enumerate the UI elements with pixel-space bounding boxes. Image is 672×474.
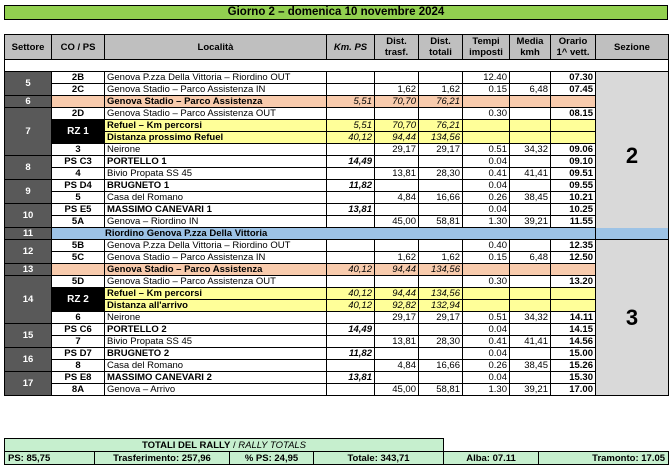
dist-tot-cell: 76,21 <box>419 96 463 108</box>
tempi-cell: 0.15 <box>463 252 510 264</box>
orario-cell: 07.45 <box>551 84 596 96</box>
totals-title-italic: RALLY TOTALS <box>238 439 307 451</box>
sezione-3-cell: 3 <box>596 240 669 396</box>
km-ps-cell <box>327 168 375 180</box>
header-localita: Località <box>105 35 327 60</box>
km-ps-cell: 5,51 <box>327 96 375 108</box>
orario-cell <box>551 264 596 276</box>
localita-cell: Bivio Propata SS 45 <box>105 168 327 180</box>
settore-cell: 7 <box>5 108 52 156</box>
orario-cell: 11.55 <box>551 216 596 228</box>
localita-cell: Genova Stadio – Parco Assistenza OUT <box>105 276 327 288</box>
localita-cell: Distanza prossimo Refuel <box>105 132 327 144</box>
table-row <box>5 168 669 180</box>
km-ps-cell <box>327 252 375 264</box>
dist-trasf-cell: 4,84 <box>375 360 419 372</box>
tempi-cell: 0.26 <box>463 192 510 204</box>
localita-cell: Genova Stadio – Parco Assistenza IN <box>105 252 327 264</box>
header-settore: Settore <box>5 35 52 60</box>
media-cell: 38,45 <box>510 360 551 372</box>
settore-cell: 15 <box>5 324 52 348</box>
co-cell: PS D7 <box>52 348 105 360</box>
header-dist-trasf-2: trasf. <box>384 47 409 58</box>
dist-tot-cell: 134,56 <box>419 264 463 276</box>
media-cell <box>510 324 551 336</box>
table-row <box>5 348 669 360</box>
media-cell <box>510 180 551 192</box>
co-cell: 8 <box>52 360 105 372</box>
tempi-cell: 0.51 <box>463 312 510 324</box>
localita-cell: Neirone <box>105 312 327 324</box>
dist-trasf-cell: 1,62 <box>375 252 419 264</box>
co-cell: PS C3 <box>52 156 105 168</box>
dist-trasf-cell <box>375 324 419 336</box>
dist-trasf-cell: 13,81 <box>375 168 419 180</box>
km-ps-cell <box>327 84 375 96</box>
km-ps-cell: 40,12 <box>327 288 375 300</box>
km-ps-cell: 13,81 <box>327 372 375 384</box>
km-ps-cell <box>327 216 375 228</box>
settore-cell: 16 <box>5 348 52 372</box>
tempi-cell: 12.40 <box>463 72 510 84</box>
media-cell <box>510 276 551 288</box>
localita-cell: Genova P.zza Della Vittoria – Riordino OUT <box>105 240 327 252</box>
dist-tot-cell: 58,81 <box>419 216 463 228</box>
co-cell: PS E5 <box>52 204 105 216</box>
orario-cell <box>551 96 596 108</box>
dist-tot-cell <box>419 108 463 120</box>
empty-cell <box>551 300 596 312</box>
empty-cell <box>510 288 551 300</box>
dist-tot-cell: 76,21 <box>419 120 463 132</box>
dist-trasf-cell <box>375 204 419 216</box>
orario-cell: 12.35 <box>551 240 596 252</box>
header-co-ps: CO / PS <box>52 35 105 60</box>
dist-trasf-cell: 92,82 <box>375 300 419 312</box>
orario-cell: 09.10 <box>551 156 596 168</box>
totals-values-row <box>5 452 669 465</box>
media-cell: 34,32 <box>510 312 551 324</box>
table-row <box>5 336 669 348</box>
header-orario-1: Orario <box>558 36 588 47</box>
co-cell: 5A <box>52 216 105 228</box>
dist-tot-cell: 28,30 <box>419 168 463 180</box>
riordino-label: Riordino Genova P.zza Della Vittoria <box>105 227 268 239</box>
dist-trasf-cell <box>375 372 419 384</box>
orario-cell: 07.30 <box>551 72 596 84</box>
localita-cell: BRUGNETO 1 <box>105 180 327 192</box>
km-ps-cell <box>327 384 375 396</box>
table-row <box>5 216 669 228</box>
km-ps-cell: 13,81 <box>327 204 375 216</box>
km-ps-cell: 40,12 <box>327 264 375 276</box>
km-ps-cell: 11,82 <box>327 348 375 360</box>
km-ps-cell <box>327 144 375 156</box>
table-row <box>5 240 669 252</box>
page-title: Giorno 2 – domenica 10 novembre 2024 <box>4 5 668 20</box>
header-media <box>510 35 551 60</box>
media-cell: 34,32 <box>510 144 551 156</box>
header-dist-tot-2: totali <box>429 47 452 58</box>
orario-cell: 09.51 <box>551 168 596 180</box>
header-dist-totali <box>419 35 463 60</box>
empty-cell <box>510 132 551 144</box>
co-cell: 6 <box>52 312 105 324</box>
header-media-1: Media <box>516 36 544 47</box>
settore-cell: 6 <box>5 96 52 108</box>
dist-tot-cell <box>419 72 463 84</box>
dist-trasf-cell: 70,70 <box>375 120 419 132</box>
media-cell <box>510 72 551 84</box>
media-cell <box>510 156 551 168</box>
tempi-cell: 0.04 <box>463 204 510 216</box>
table-row <box>5 276 669 288</box>
media-cell <box>510 108 551 120</box>
empty-cell <box>551 288 596 300</box>
settore-cell: 11 <box>5 228 52 240</box>
rally-totals-table <box>4 438 669 465</box>
totals-title <box>5 439 444 452</box>
dist-trasf-cell: 29,17 <box>375 312 419 324</box>
table-row <box>5 204 669 216</box>
totals-alba: Alba: 07.11 <box>444 452 539 465</box>
co-cell: 2B <box>52 72 105 84</box>
dist-tot-cell <box>419 348 463 360</box>
dist-trasf-cell: 4,84 <box>375 192 419 204</box>
orario-cell: 14.56 <box>551 336 596 348</box>
dist-tot-cell: 134,56 <box>419 132 463 144</box>
tempi-cell: 1.30 <box>463 384 510 396</box>
localita-cell: Genova – Riordino IN <box>105 216 327 228</box>
table-row <box>5 192 669 204</box>
km-ps-cell: 14,49 <box>327 156 375 168</box>
dist-trasf-cell: 45,00 <box>375 216 419 228</box>
localita-cell: PORTELLO 2 <box>105 324 327 336</box>
header-orario-2: 1^ vett. <box>556 47 590 58</box>
dist-trasf-cell: 94,44 <box>375 288 419 300</box>
header-km-ps: Km. PS <box>327 35 375 60</box>
tempi-cell: 0.04 <box>463 348 510 360</box>
co-cell: PS D4 <box>52 180 105 192</box>
media-cell: 6,48 <box>510 252 551 264</box>
media-cell: 41,41 <box>510 336 551 348</box>
media-cell <box>510 372 551 384</box>
table-row <box>5 180 669 192</box>
co-cell: 8A <box>52 384 105 396</box>
empty-cell <box>463 132 510 144</box>
orario-cell: 09.06 <box>551 144 596 156</box>
co-cell: 5B <box>52 240 105 252</box>
localita-cell: Distanza all'arrivo <box>105 300 327 312</box>
header-orario <box>551 35 596 60</box>
media-cell: 6,48 <box>510 84 551 96</box>
dist-tot-cell <box>419 204 463 216</box>
media-cell <box>510 204 551 216</box>
localita-cell: Casa del Romano <box>105 360 327 372</box>
settore-cell: 10 <box>5 204 52 228</box>
table-row <box>5 84 669 96</box>
dist-tot-cell: 16,66 <box>419 192 463 204</box>
media-cell: 39,21 <box>510 384 551 396</box>
localita-cell: Genova – Arrivo <box>105 384 327 396</box>
totals-pct-ps: % PS: 24,95 <box>230 452 314 465</box>
dist-trasf-cell <box>375 240 419 252</box>
km-ps-cell: 14,49 <box>327 324 375 336</box>
tempi-cell: 0.04 <box>463 324 510 336</box>
co-cell: 5D <box>52 276 105 288</box>
tempi-cell: 0.41 <box>463 168 510 180</box>
totals-title-sep: / <box>230 439 239 451</box>
sezione-2-cell: 2 <box>596 72 669 240</box>
localita-cell: Genova Stadio – Parco Assistenza OUT <box>105 108 327 120</box>
header-dist-trasf <box>375 35 419 60</box>
dist-tot-cell: 29,17 <box>419 312 463 324</box>
orario-cell: 14.11 <box>551 312 596 324</box>
dist-tot-cell: 134,56 <box>419 288 463 300</box>
dist-trasf-cell: 94,44 <box>375 132 419 144</box>
table-row <box>5 144 669 156</box>
dist-tot-cell: 29,17 <box>419 144 463 156</box>
schedule-table <box>4 34 669 396</box>
table-row-assistenza <box>5 264 669 276</box>
orario-cell: 15.26 <box>551 360 596 372</box>
km-ps-cell <box>327 72 375 84</box>
header-tempi-2: imposti <box>469 47 503 58</box>
tempi-cell <box>463 264 510 276</box>
totals-header-row <box>5 439 669 452</box>
orario-cell: 08.15 <box>551 108 596 120</box>
orario-cell: 09.55 <box>551 180 596 192</box>
localita-cell: Casa del Romano <box>105 192 327 204</box>
orario-cell: 10.21 <box>551 192 596 204</box>
dist-tot-cell: 132,94 <box>419 300 463 312</box>
co-cell: 5 <box>52 192 105 204</box>
totals-title-bold: TOTALI DEL RALLY <box>142 439 231 451</box>
km-ps-cell: 5,51 <box>327 120 375 132</box>
tempi-cell: 0.30 <box>463 108 510 120</box>
dist-trasf-cell: 29,17 <box>375 144 419 156</box>
tempi-cell <box>463 96 510 108</box>
co-cell: 7 <box>52 336 105 348</box>
table-row-assistenza <box>5 96 669 108</box>
settore-cell: 9 <box>5 180 52 204</box>
km-ps-cell <box>327 276 375 288</box>
header-sezione: Sezione <box>596 35 669 60</box>
riordino-cell <box>52 228 669 240</box>
settore-cell: 13 <box>5 264 52 276</box>
localita-cell: Neirone <box>105 144 327 156</box>
localita-cell: Genova Stadio – Parco Assistenza IN <box>105 84 327 96</box>
media-cell <box>510 348 551 360</box>
header-tempi-1: Tempi <box>472 36 500 47</box>
co-cell: 2D <box>52 108 105 120</box>
table-row-riordino <box>5 228 669 240</box>
dist-trasf-cell <box>375 348 419 360</box>
table-row <box>5 360 669 372</box>
orario-cell: 10.25 <box>551 204 596 216</box>
dist-trasf-cell: 70,70 <box>375 96 419 108</box>
dist-trasf-cell <box>375 156 419 168</box>
empty-cell <box>551 120 596 132</box>
co-cell: 5C <box>52 252 105 264</box>
dist-tot-cell <box>419 324 463 336</box>
settore-cell: 12 <box>5 240 52 264</box>
localita-cell: MASSIMO CANEVARI 1 <box>105 204 327 216</box>
dist-tot-cell <box>419 180 463 192</box>
table-row-refuel <box>5 300 669 312</box>
localita-cell: Bivio Propata SS 45 <box>105 336 327 348</box>
localita-cell: Refuel – Km percorsi <box>105 288 327 300</box>
settore-cell: 14 <box>5 276 52 324</box>
localita-cell: Genova Stadio – Parco Assistenza <box>105 96 327 108</box>
media-cell <box>510 96 551 108</box>
media-cell <box>510 264 551 276</box>
empty-cell <box>463 288 510 300</box>
table-row-refuel <box>5 132 669 144</box>
gap-cell <box>5 60 669 72</box>
dist-tot-cell: 28,30 <box>419 336 463 348</box>
media-cell: 41,41 <box>510 168 551 180</box>
dist-tot-cell <box>419 156 463 168</box>
km-ps-cell: 40,12 <box>327 132 375 144</box>
localita-cell: Refuel – Km percorsi <box>105 120 327 132</box>
media-cell: 39,21 <box>510 216 551 228</box>
media-cell <box>510 240 551 252</box>
co-cell: 3 <box>52 144 105 156</box>
dist-trasf-cell: 94,44 <box>375 264 419 276</box>
km-ps-cell: 11,82 <box>327 180 375 192</box>
dist-tot-cell <box>419 276 463 288</box>
table-row <box>5 108 669 120</box>
tempi-cell: 0.26 <box>463 360 510 372</box>
dist-tot-cell: 1,62 <box>419 84 463 96</box>
rz-2-cell: RZ 2 <box>52 288 105 312</box>
orario-cell: 15.00 <box>551 348 596 360</box>
dist-tot-cell: 1,62 <box>419 252 463 264</box>
table-row <box>5 312 669 324</box>
empty-cell <box>510 300 551 312</box>
dist-trasf-cell <box>375 276 419 288</box>
km-ps-cell: 40,12 <box>327 300 375 312</box>
empty-cell <box>463 120 510 132</box>
localita-cell: PORTELLO 1 <box>105 156 327 168</box>
tempi-cell: 0.15 <box>463 84 510 96</box>
orario-cell: 17.00 <box>551 384 596 396</box>
table-row <box>5 72 669 84</box>
tempi-cell: 0.51 <box>463 144 510 156</box>
co-cell <box>52 264 105 276</box>
km-ps-cell <box>327 336 375 348</box>
header-dist-tot-1: Dist. <box>430 36 451 47</box>
table-row <box>5 372 669 384</box>
settore-cell: 8 <box>5 156 52 180</box>
orario-cell: 12.50 <box>551 252 596 264</box>
settore-cell: 5 <box>5 72 52 96</box>
tempi-cell: 0.04 <box>463 372 510 384</box>
header-media-2: kmh <box>520 47 540 58</box>
tempi-cell: 0.40 <box>463 240 510 252</box>
orario-cell: 13.20 <box>551 276 596 288</box>
co-cell: 2C <box>52 84 105 96</box>
localita-cell: Genova Stadio – Parco Assistenza <box>105 264 327 276</box>
totals-totale: Totale: 343,71 <box>314 452 444 465</box>
empty-cell <box>463 300 510 312</box>
dist-trasf-cell <box>375 72 419 84</box>
dist-tot-cell: 16,66 <box>419 360 463 372</box>
tempi-cell: 0.41 <box>463 336 510 348</box>
dist-trasf-cell: 13,81 <box>375 336 419 348</box>
orario-cell: 15.30 <box>551 372 596 384</box>
km-ps-cell <box>327 108 375 120</box>
dist-tot-cell: 58,81 <box>419 384 463 396</box>
tempi-cell: 0.30 <box>463 276 510 288</box>
table-row <box>5 324 669 336</box>
tempi-cell: 1.30 <box>463 216 510 228</box>
totals-blank <box>444 439 669 452</box>
table-row <box>5 252 669 264</box>
km-ps-cell <box>327 360 375 372</box>
table-row-refuel <box>5 120 669 132</box>
table-row <box>5 384 669 396</box>
rz-1-cell: RZ 1 <box>52 120 105 144</box>
tempi-cell: 0.04 <box>463 180 510 192</box>
table-row-refuel <box>5 288 669 300</box>
header-row <box>5 35 669 60</box>
dist-trasf-cell <box>375 180 419 192</box>
dist-trasf-cell: 45,00 <box>375 384 419 396</box>
empty-cell <box>551 132 596 144</box>
settore-cell: 17 <box>5 372 52 396</box>
dist-tot-cell <box>419 372 463 384</box>
header-dist-trasf-1: Dist. <box>386 36 407 47</box>
totals-tramonto: Tramonto: 17.05 <box>539 452 669 465</box>
co-cell: PS C6 <box>52 324 105 336</box>
table-row <box>5 156 669 168</box>
co-cell <box>52 96 105 108</box>
totals-ps: PS: 85,75 <box>5 452 95 465</box>
km-ps-cell <box>327 192 375 204</box>
co-cell: PS E8 <box>52 372 105 384</box>
header-tempi <box>463 35 510 60</box>
dist-tot-cell <box>419 240 463 252</box>
km-ps-cell <box>327 312 375 324</box>
dist-trasf-cell <box>375 108 419 120</box>
gap-row <box>5 60 669 72</box>
co-cell: 4 <box>52 168 105 180</box>
totals-trasferimento: Trasferimento: 257,96 <box>95 452 230 465</box>
localita-cell: Genova P.zza Della Vittoria – Riordino OUT <box>105 72 327 84</box>
km-ps-cell <box>327 240 375 252</box>
dist-trasf-cell: 1,62 <box>375 84 419 96</box>
empty-cell <box>510 120 551 132</box>
localita-cell: MASSIMO CANEVARI 2 <box>105 372 327 384</box>
orario-cell: 14.15 <box>551 324 596 336</box>
media-cell: 38,45 <box>510 192 551 204</box>
localita-cell: BRUGNETO 2 <box>105 348 327 360</box>
tempi-cell: 0.04 <box>463 156 510 168</box>
